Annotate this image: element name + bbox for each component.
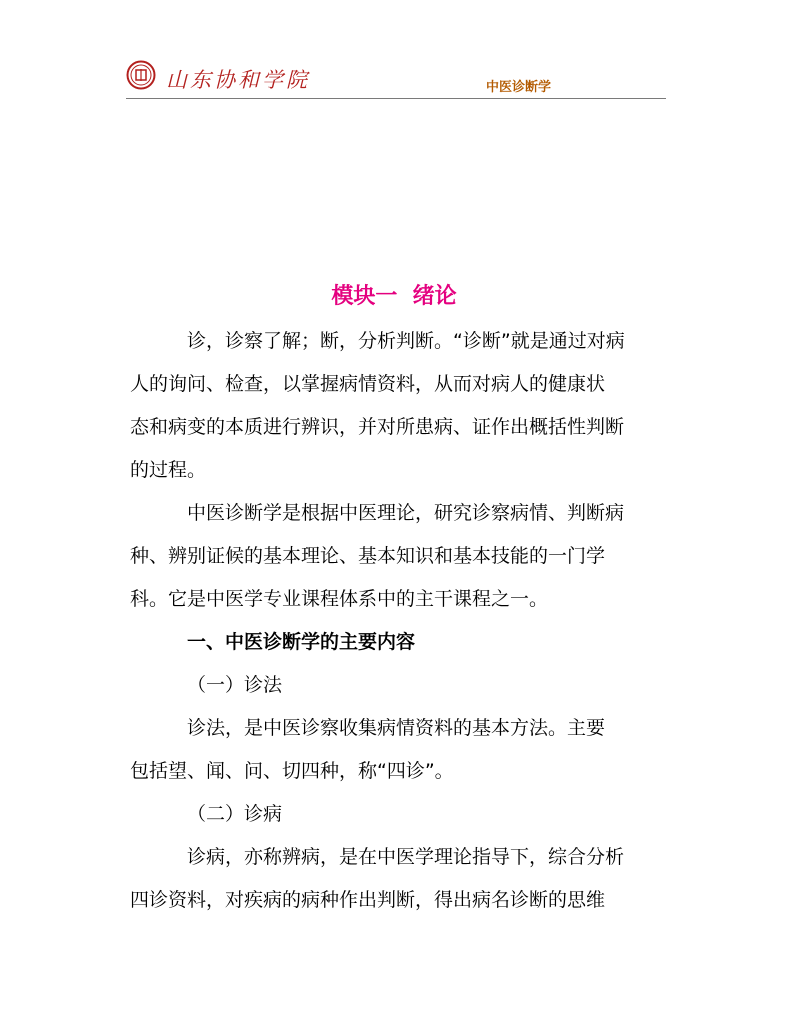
subsection-heading-disease-diagnosis: （二）诊病: [187, 803, 283, 825]
text-line: 包括望、闻、问、切四种，称“四诊”。: [130, 760, 454, 782]
page-header: [126, 58, 666, 100]
text-line: 种、辨别证候的基本理论、基本知识和基本技能的一门学: [130, 545, 606, 567]
subsection-heading-diagnostic-methods: （一）诊法: [187, 674, 283, 696]
text-line: 四诊资料，对疾病的病种作出判断，得出病名诊断的思维: [130, 889, 606, 911]
text-line: 的过程。: [130, 459, 207, 481]
section-1: [130, 621, 670, 922]
text-line: 态和病变的本质进行辨识，并对所患病、证作出概括性判断: [130, 416, 625, 438]
section-heading: 一、中医诊断学的主要内容: [187, 631, 416, 653]
school-seal-icon: [126, 60, 156, 90]
intro-paragraph-2: [130, 492, 670, 621]
text-line: 诊，诊察了解；断，分析判断。“诊断”就是通过对病: [187, 330, 625, 352]
school-name-logo: 山东协和学院: [166, 68, 310, 92]
text-line: 人的询问、检查，以掌握病情资料，从而对病人的健康状: [130, 373, 606, 395]
module-title: 模块一 绪论: [331, 284, 457, 309]
text-line: 诊法，是中医诊察收集病情资料的基本方法。主要: [187, 717, 606, 739]
text-line: 中医诊断学是根据中医理论，研究诊察病情、判断病: [187, 502, 625, 524]
intro-paragraph-1: [130, 320, 670, 492]
header-divider: [126, 98, 666, 99]
text-line: 诊病，亦称辨病，是在中医学理论指导下，综合分析: [187, 846, 625, 868]
text-line: 科。它是中医学专业课程体系中的主干课程之一。: [130, 588, 549, 610]
course-title: 中医诊断学: [486, 80, 552, 95]
